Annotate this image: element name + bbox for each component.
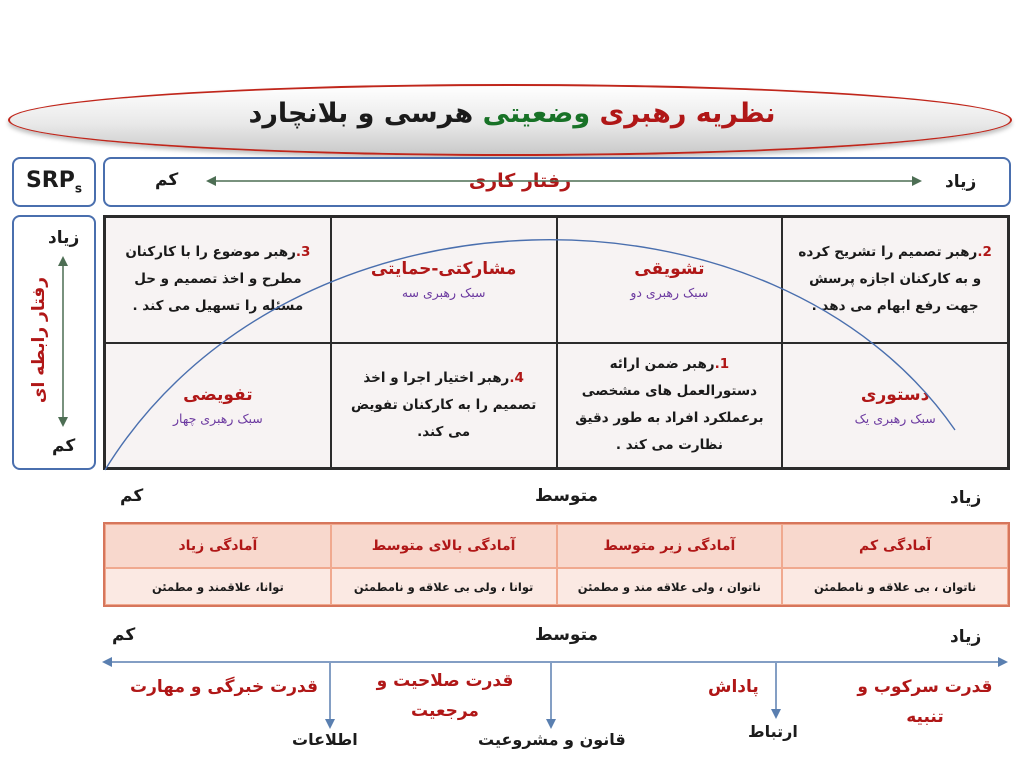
- title-part-1: نظریه رهبری: [599, 98, 776, 129]
- style-sub: سبک رهبری دو: [630, 285, 709, 301]
- readiness-cell-2: ناتوان ، ولی علاقه مند و مطمئن: [557, 568, 783, 605]
- task-axis-high: زیاد: [945, 172, 977, 192]
- readiness-head-4: آمادگی زیاد: [105, 524, 331, 568]
- power-reward: پاداش: [708, 677, 759, 697]
- readiness-table: [103, 522, 1010, 607]
- power-coercive: قدرت سرکوب و تنبیه: [857, 677, 993, 727]
- power-expert: قدرت خبرگی و مهارت: [130, 677, 318, 697]
- power-connection: ارتباط: [748, 722, 798, 741]
- style-name: تفویضی: [183, 384, 253, 405]
- title-part-3: هرسی و بلانچارد: [248, 98, 474, 129]
- power-law: قانون و مشروعیت: [478, 730, 626, 749]
- desc-text: رهبر موضوع را با کارکنان مطرح و اخذ تصمیم و حل مسئله را تسهیل می کند .: [125, 244, 304, 315]
- desc-number: 4.: [509, 369, 524, 386]
- style-sub: سبک رهبری یک: [854, 410, 936, 426]
- readiness-head-3: آمادگی بالای متوسط: [331, 524, 557, 568]
- relationship-axis-title: رفتار رابطه ای: [29, 276, 49, 404]
- readiness-cell-3: توانا ، ولی بی علاقه و نامطمئن: [331, 568, 557, 605]
- readiness-axis-mid: متوسط: [535, 486, 599, 506]
- grid-cell-desc-2: [782, 217, 1008, 343]
- relationship-behavior-box: [12, 215, 96, 470]
- desc-number: 2.: [977, 244, 992, 261]
- relationship-axis-low: کم: [52, 436, 76, 456]
- readiness-cell-1: ناتوان ، بی علاقه و نامطمئن: [782, 568, 1008, 605]
- grid-cell-style-3: [331, 217, 557, 343]
- power-axis-low: کم: [112, 625, 136, 645]
- grid-cell-style-4: [105, 343, 331, 469]
- srps-sub: s: [74, 181, 83, 196]
- srps-label: [12, 168, 96, 195]
- readiness-head-2: آمادگی زیر متوسط: [557, 524, 783, 568]
- readiness-axis-low: کم: [120, 486, 144, 506]
- desc-number: 1.: [714, 356, 730, 373]
- grid-cell-style-1: [782, 343, 1008, 469]
- page-title: [0, 98, 1024, 129]
- grid-cell-style-2: [557, 217, 783, 343]
- power-axis-high: زیاد: [950, 627, 982, 647]
- style-sub: سبک رهبری چهار: [172, 410, 263, 426]
- desc-text: رهبر تصمیم را تشریح کرده و به کارکنان اجازه پرسش جهت رفع ابهام می دهد .: [798, 244, 982, 315]
- power-axis-mid: متوسط: [535, 625, 599, 645]
- grid-cell-desc-4: [331, 343, 557, 469]
- task-axis-title: رفتار کاری: [468, 170, 572, 192]
- style-name: مشارکتی-حمایتی: [370, 259, 517, 280]
- desc-text: رهبر اختیار اجرا و اخذ تصمیم را به کارکنان تفویض می کند.: [350, 369, 537, 440]
- readiness-head-1: آمادگی کم: [782, 524, 1008, 568]
- desc-text: رهبر ضمن ارائه دستورالعمل های مشخصی برعملکرد افراد به طور دقیق نظارت می کند .: [575, 356, 764, 454]
- readiness-cell-4: توانا، علاقمند و مطمئن: [105, 568, 331, 605]
- style-name: تشویقی: [634, 259, 705, 280]
- relationship-axis-high: زیاد: [48, 228, 80, 248]
- leadership-style-grid: [103, 215, 1010, 470]
- power-information: اطلاعات: [292, 730, 358, 749]
- power-legitimate: قدرت صلاحیت و مرجعیت: [376, 671, 514, 721]
- grid-cell-desc-3: [105, 217, 331, 343]
- style-name: دستوری: [860, 384, 930, 405]
- style-sub: سبک رهبری سه: [401, 285, 486, 301]
- task-axis-low: کم: [155, 170, 179, 190]
- readiness-axis-high: زیاد: [950, 488, 982, 508]
- title-part-2: وضعیتی: [482, 98, 591, 129]
- srps-main: SRP: [25, 168, 75, 193]
- grid-cell-desc-1: [557, 343, 783, 469]
- desc-number: 3.: [295, 244, 311, 261]
